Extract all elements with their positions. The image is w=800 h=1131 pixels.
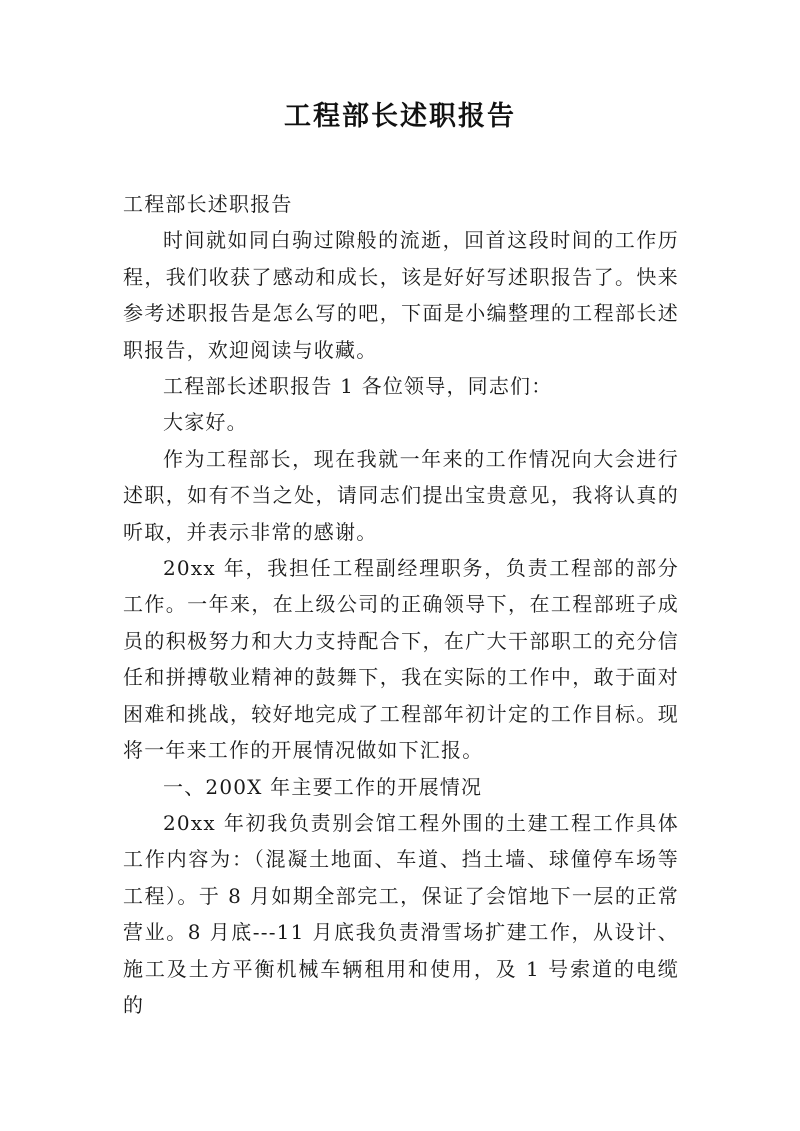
paragraph-opening: 作为工程部长，现在我就一年来的工作情况向大会进行述职，如有不当之处，请同志们提出宝贵意见，我将认真的听取，并表示非常的感谢。 [123,446,679,544]
paragraph-greeting: 大家好。 [163,410,248,435]
paragraph-intro: 时间就如同白驹过隙般的流逝，回首这段时间的工作历程，我们收获了感动和成长，该是好好写述职报告了。快来参考述职报告是怎么写的吧，下面是小编整理的工程部长述职报告，欢迎阅读与收藏。 [123,228,679,362]
section-heading: 一、200X 年主要工作的开展情况 [163,774,483,799]
document-title: 工程部长述职报告 [284,101,516,132]
document-body [123,186,679,1023]
paragraph-overview: 20xx 年，我担任工程副经理职务，负责工程部的部分工作。一年来，在上级公司的正确领导下，在工程部班子成员的积极努力和大力支持配合下，在广大干部职工的充分信任和拼搏敬业精神的鼓舞下，我在实际的工作中，敢于面对困难和挑战，较好地完成了工程部年初计定的工作目标。现将一年来工作的开展情况做如下汇报。 [123,556,679,763]
paragraph-salutation: 工程部长述职报告 1 各位领导，同志们： [163,374,553,399]
paragraph-work-details: 20xx 年初我负责别会馆工程外围的土建工程工作具体工作内容为：（混凝土地面、车道、挡土墙、球僮停车场等工程）。于 8 月如期全部完工，保证了会馆地下一层的正常营业。8 月底---11 月底我负责滑雪场扩建工作，从设计、施工及土方平衡机械车辆租用和使用，及 1 号索道的电缆的 [123,810,679,1017]
document-subtitle: 工程部长述职报告 [123,192,293,216]
